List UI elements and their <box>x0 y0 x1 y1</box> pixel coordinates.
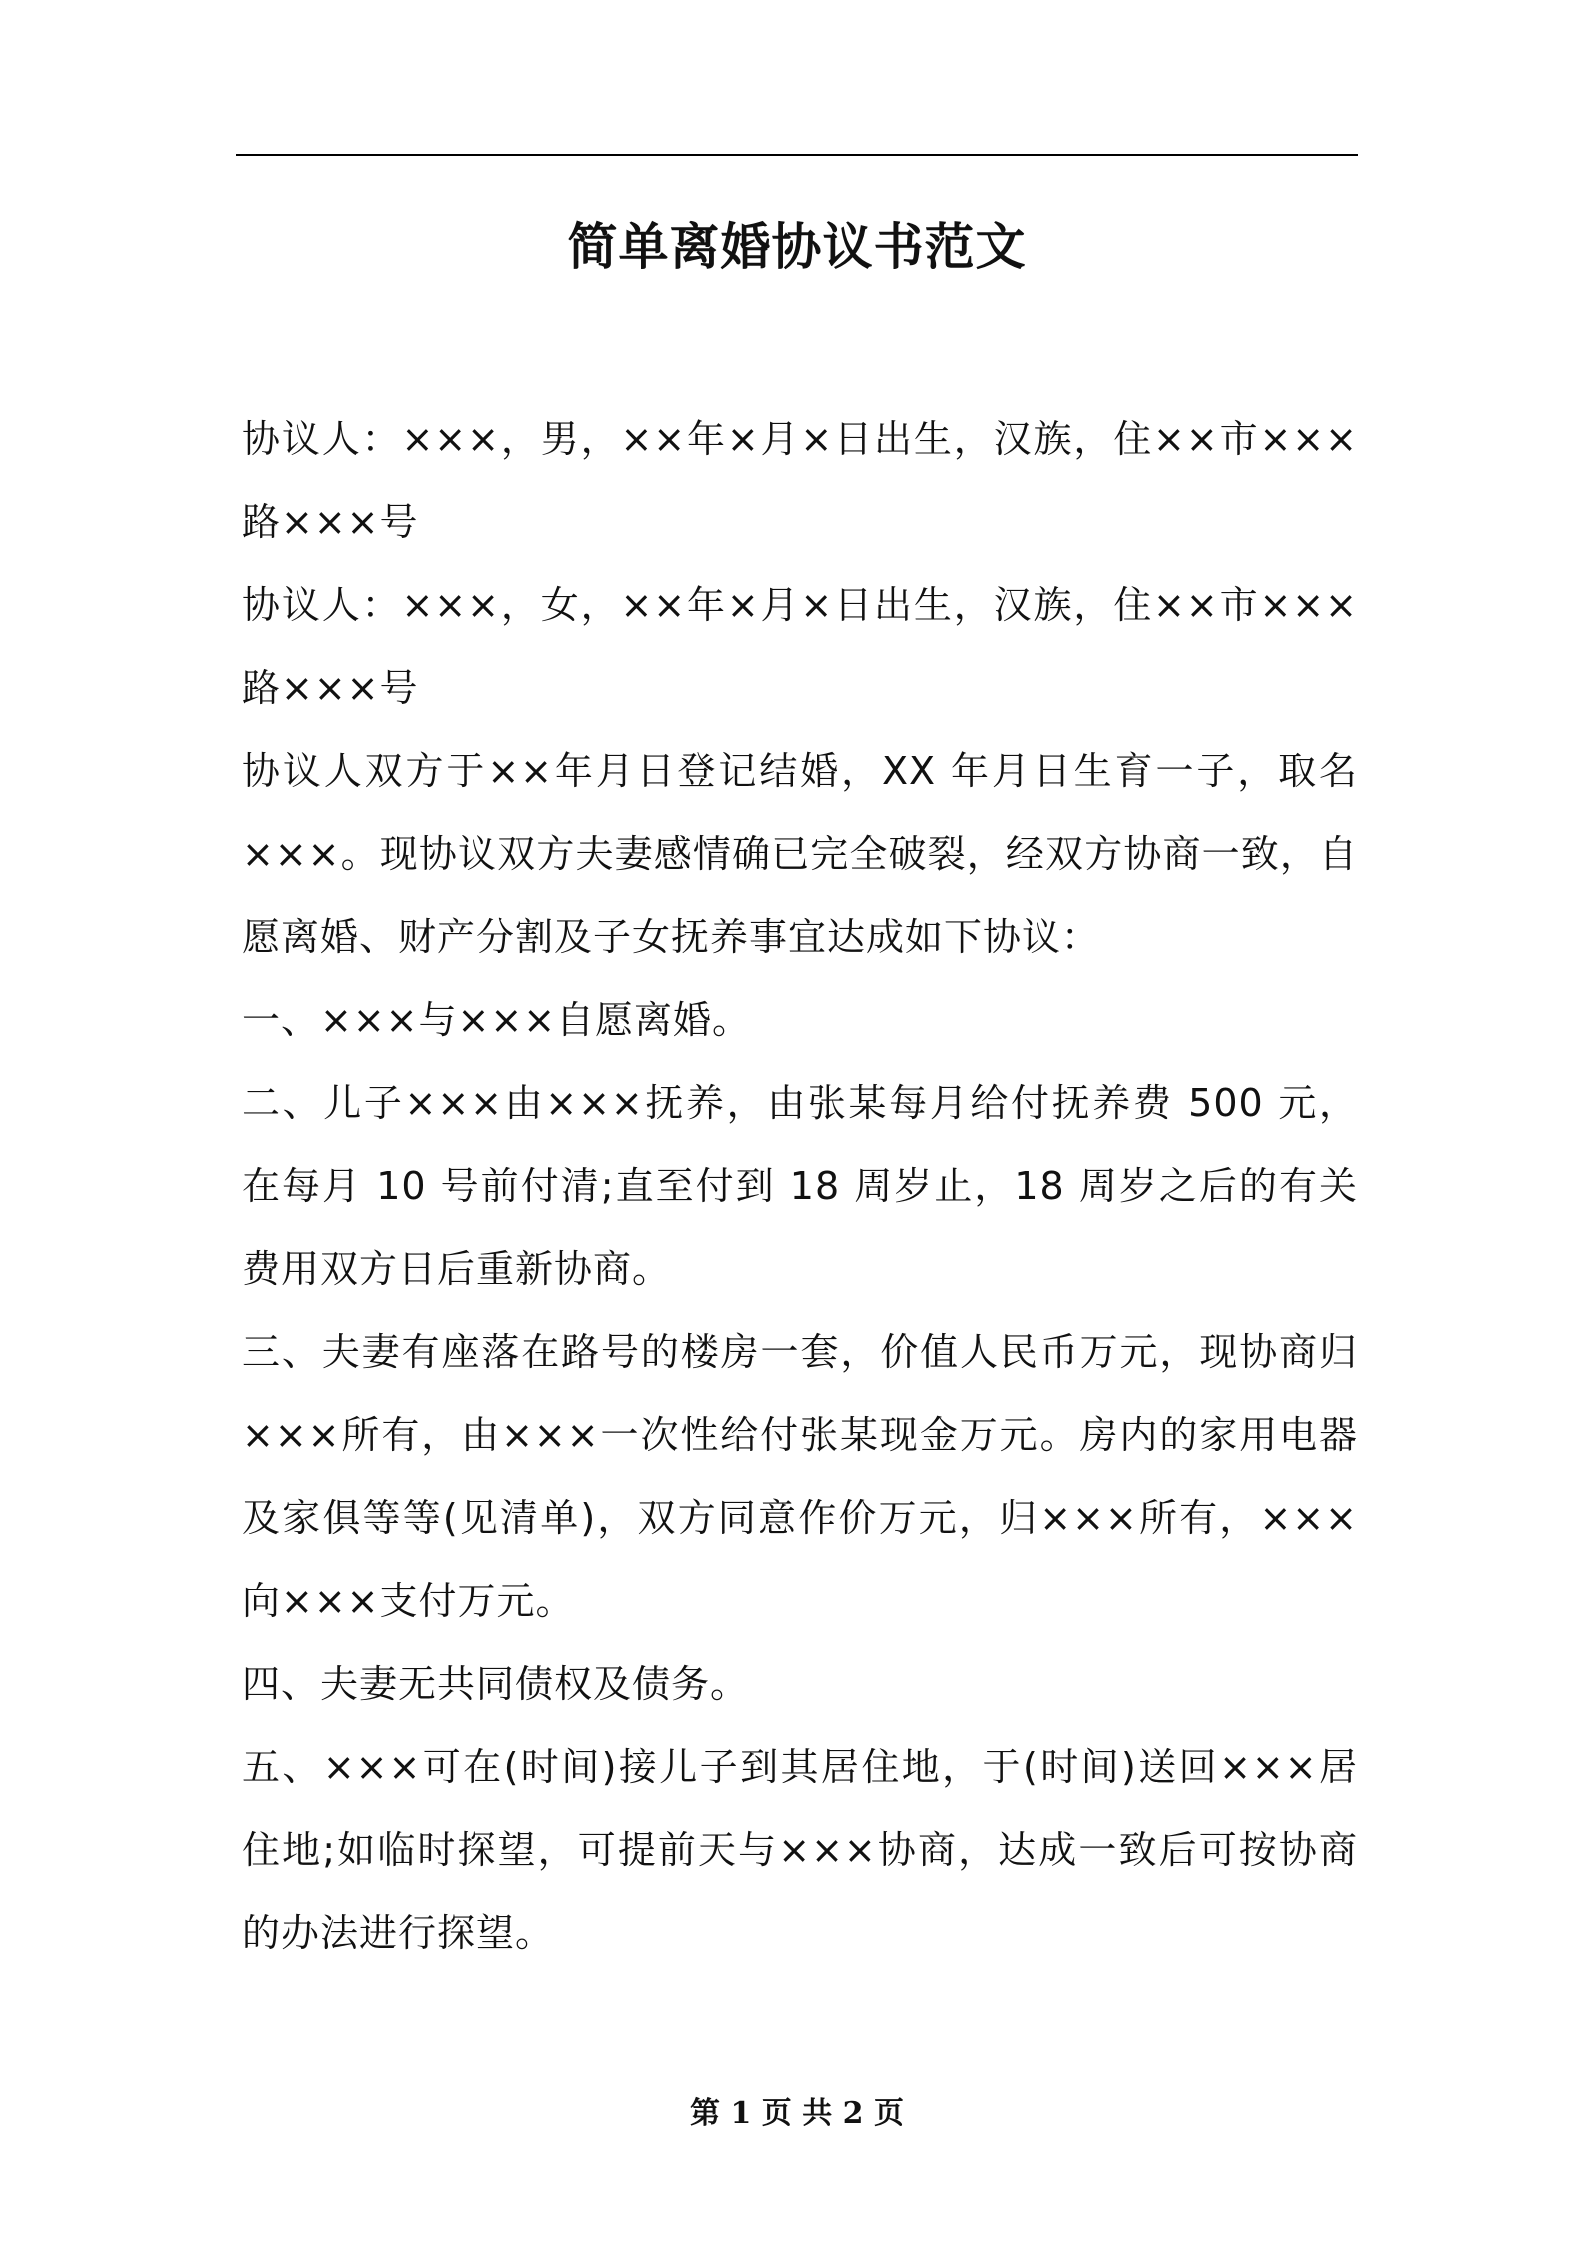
clause-2: 二、儿子×××由×××抚养，由张某每月给付抚养费 500 元，在每月 10 号前付清;直至付到 18 周岁止，18 周岁之后的有关费用双方日后重新协商。 <box>242 1081 1358 1291</box>
document-title: 简单离婚协议书范文 <box>567 218 1027 276</box>
clause-3: 三、夫妻有座落在路号的楼房一套，价值人民币万元，现协商归×××所有，由×××一次性给付张某现金万元。房内的家用电器及家俱等等(见清单)，双方同意作价万元，归×××所有，×××向×××支付万元。 <box>242 1330 1358 1623</box>
paragraph-preamble: 协议人双方于××年月日登记结婚，XX 年月日生育一子，取名×××。现协议双方夫妻感情确已完全破裂，经双方协商一致，自愿离婚、财产分割及子女抚养事宜达成如下协议： <box>242 749 1358 959</box>
clause-1: 一、×××与×××自愿离婚。 <box>242 998 752 1042</box>
header-divider <box>236 154 1358 156</box>
clause-4: 四、夫妻无共同债权及债务。 <box>242 1662 750 1706</box>
document-body <box>242 398 1358 1975</box>
paragraph-party-2: 协议人：×××，女，××年×月×日出生，汉族，住××市×××路×××号 <box>242 583 1358 710</box>
page-number-footer: 第 1 页 共 2 页 <box>690 2096 904 2131</box>
paragraph-party-1: 协议人：×××，男，××年×月×日出生，汉族，住××市×××路×××号 <box>242 417 1358 544</box>
clause-5: 五、×××可在(时间)接儿子到其居住地，于(时间)送回×××居住地;如临时探望，可提前天与×××协商，达成一致后可按协商的办法进行探望。 <box>242 1745 1358 1955</box>
